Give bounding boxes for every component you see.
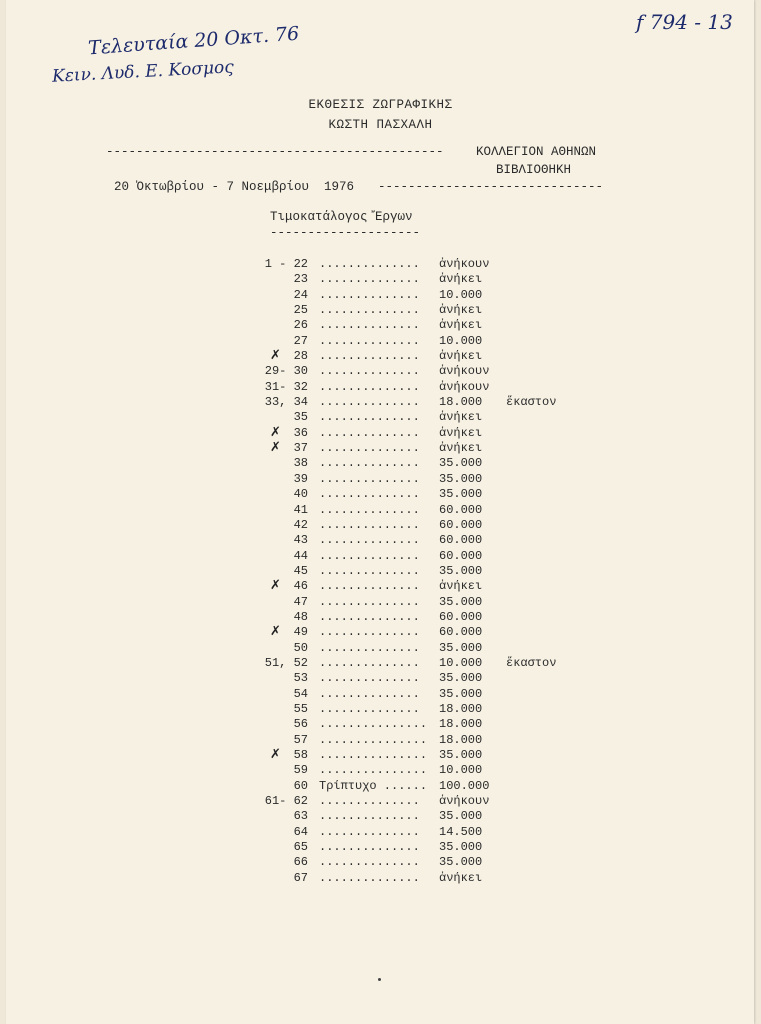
item-price: 35.000 <box>439 563 483 578</box>
leader-dots: .............. <box>319 425 420 440</box>
handwritten-check-mark: ✗ <box>270 747 281 762</box>
item-price: 35.000 <box>439 487 483 502</box>
list-item <box>252 564 612 579</box>
list-item <box>252 595 612 610</box>
leader-dots: .............. <box>319 303 420 318</box>
list-item <box>252 518 612 533</box>
leader-dots: .............. <box>319 655 420 670</box>
list-item <box>252 533 612 548</box>
item-number: 26 <box>293 318 308 333</box>
leader-dots: .............. <box>319 333 420 348</box>
list-item <box>252 410 612 425</box>
item-number: 23 <box>293 272 308 287</box>
item-note: ἕκαστον <box>506 655 557 670</box>
item-number: 47 <box>293 594 308 609</box>
item-price: 35.000 <box>439 640 483 655</box>
item-number: 61- 62 <box>264 794 308 809</box>
leader-dots: .............. <box>319 855 420 870</box>
item-price: 14.500 <box>439 824 483 839</box>
leader-dots: Τρίπτυχο ...... <box>319 778 428 793</box>
list-item <box>252 334 612 349</box>
leader-dots: ............... <box>319 748 428 762</box>
leader-dots: .............. <box>319 364 420 379</box>
item-number: 46 <box>293 579 308 594</box>
item-price: 10.000 <box>439 333 483 348</box>
item-number: 38 <box>293 456 308 471</box>
list-item <box>252 779 612 794</box>
item-price: ἀνήκει <box>439 410 483 425</box>
item-number: 28 <box>293 349 308 364</box>
item-number: 35 <box>293 410 308 425</box>
list-item <box>252 487 612 502</box>
item-price: 18.000 <box>439 717 483 732</box>
item-price: 60.000 <box>439 625 483 640</box>
item-price: 60.000 <box>439 533 483 548</box>
item-number: 65 <box>293 840 308 855</box>
handwritten-check-mark: ✗ <box>270 424 281 440</box>
list-item <box>252 809 612 824</box>
leader-dots: .............. <box>319 563 420 578</box>
item-price: 10.000 <box>439 763 483 778</box>
leader-dots: .............. <box>319 809 420 824</box>
item-number: 63 <box>293 809 308 824</box>
list-item <box>252 733 612 748</box>
leader-dots: .............. <box>319 471 420 486</box>
item-number: 29- 30 <box>264 364 308 379</box>
leader-dots: ............... <box>319 763 428 778</box>
leader-dots: .............. <box>319 318 420 333</box>
item-price: 10.000 <box>439 287 483 302</box>
leader-dots: .............. <box>319 257 420 271</box>
leader-dots: .............. <box>319 870 420 885</box>
item-number: 51, 52 <box>264 655 308 670</box>
handwritten-check-mark: ✗ <box>270 440 281 456</box>
leader-dots: .............. <box>319 579 420 594</box>
list-item <box>252 702 612 717</box>
list-item <box>252 426 612 441</box>
price-list <box>252 257 612 886</box>
item-number: 60 <box>293 778 308 793</box>
list-item <box>252 318 612 333</box>
college-name: ΚΟΛΛΕΓΙΟΝ ΑΘΗΝΩΝ <box>476 145 597 159</box>
list-item <box>252 871 612 886</box>
item-price: 60.000 <box>439 609 483 624</box>
handwritten-check-mark: ✗ <box>270 578 281 594</box>
list-item <box>252 441 612 456</box>
catalog-title-underline: -------------------- <box>270 226 421 240</box>
library-name: ΒΙΒΛΙΟΘΗΚΗ <box>496 163 572 177</box>
list-item <box>252 288 612 303</box>
leader-dots: .............. <box>319 701 420 716</box>
leader-dots: .............. <box>319 349 420 364</box>
item-price: 18.000 <box>439 395 483 410</box>
item-number: 54 <box>293 686 308 701</box>
item-number: 45 <box>293 563 308 578</box>
item-number: 55 <box>293 701 308 716</box>
item-price: 100.000 <box>439 778 490 793</box>
leader-dots: .............. <box>319 640 420 655</box>
leader-dots: .............. <box>319 625 420 640</box>
item-number: 64 <box>293 824 308 839</box>
item-price: ἀνήκει <box>439 579 483 594</box>
leader-dots: .............. <box>319 794 420 809</box>
item-number: 33, 34 <box>264 395 308 410</box>
item-price: ἀνήκουν <box>439 794 490 809</box>
item-note: ἕκαστον <box>506 395 557 410</box>
leader-dots: .............. <box>319 441 420 456</box>
item-price: 35.000 <box>439 671 483 686</box>
handwritten-check-mark: ✗ <box>270 348 281 364</box>
handwritten-note-line1: Τελευταία 20 Οκτ. 76 <box>87 22 300 60</box>
leader-dots: ............... <box>319 732 428 747</box>
list-item <box>252 272 612 287</box>
handwritten-check-mark: ✗ <box>270 624 281 640</box>
item-price: 60.000 <box>439 548 483 563</box>
item-price: 10.000 <box>439 655 483 670</box>
list-item <box>252 472 612 487</box>
leader-dots: .............. <box>319 395 420 410</box>
document-page <box>6 0 754 1024</box>
leader-dots: .............. <box>319 272 420 287</box>
leader-dots: .............. <box>319 410 420 425</box>
item-price: 18.000 <box>439 732 483 747</box>
item-number: 53 <box>293 671 308 686</box>
item-price: 35.000 <box>439 471 483 486</box>
item-number: 44 <box>293 548 308 563</box>
item-number: 59 <box>293 763 308 778</box>
item-number: 25 <box>293 303 308 318</box>
list-item <box>252 840 612 855</box>
exhibition-title: ΕΚΘΕΣΙΣ ΖΩΓΡΑΦΙΚΗΣ <box>308 98 453 112</box>
item-number: 67 <box>293 870 308 885</box>
leader-dots: .............. <box>319 487 420 502</box>
list-item <box>252 671 612 686</box>
item-price: ἀνήκει <box>439 441 483 456</box>
handwritten-reference: f 794 - 13 <box>636 10 733 34</box>
list-item <box>252 794 612 809</box>
list-item <box>252 579 612 594</box>
list-item <box>252 549 612 564</box>
item-price: ἀνήκει <box>439 425 483 440</box>
list-item <box>252 717 612 732</box>
item-number: 40 <box>293 487 308 502</box>
list-item <box>252 257 612 272</box>
leader-dots: .............. <box>319 502 420 517</box>
item-price: ἀνήκει <box>439 318 483 333</box>
item-price: 35.000 <box>439 456 483 471</box>
item-price: ἀνήκει <box>439 870 483 885</box>
exhibition-dates: 20 Ὀκτωβρίου - 7 Νοεμβρίου 1976 <box>114 180 355 194</box>
list-item <box>252 503 612 518</box>
handwritten-note-line2: Κειν. Λυδ. Ε. Κοσμος <box>51 57 235 87</box>
list-item <box>252 641 612 656</box>
item-price: ἀνήκουν <box>439 379 490 394</box>
item-number: 27 <box>293 333 308 348</box>
list-item <box>252 825 612 840</box>
list-item <box>252 748 612 763</box>
list-item <box>252 364 612 379</box>
artist-name: ΚΩΣΤΗ ΠΑΣΧΑΛΗ <box>328 118 433 132</box>
catalog-title: Τιμοκατάλογος Ἔργων <box>270 210 413 224</box>
item-number: 58 <box>293 748 308 762</box>
item-number: 1 - 22 <box>264 257 308 271</box>
list-item <box>252 610 612 625</box>
leader-dots: .............. <box>319 609 420 624</box>
item-number: 66 <box>293 855 308 870</box>
list-item <box>252 349 612 364</box>
leader-dots: .............. <box>319 456 420 471</box>
item-number: 43 <box>293 533 308 548</box>
item-price: 35.000 <box>439 594 483 609</box>
list-item <box>252 687 612 702</box>
page-mark <box>378 978 381 981</box>
item-price: ἀνήκει <box>439 303 483 318</box>
item-price: ἀνήκει <box>439 349 483 364</box>
item-number: 36 <box>293 425 308 440</box>
item-price: ἀνήκουν <box>439 257 490 271</box>
dash-separator-left: --------------------------------------------- <box>106 145 444 159</box>
item-number: 49 <box>293 625 308 640</box>
leader-dots: .............. <box>319 686 420 701</box>
list-item <box>252 456 612 471</box>
leader-dots: ............... <box>319 717 428 732</box>
item-number: 57 <box>293 732 308 747</box>
leader-dots: .............. <box>319 671 420 686</box>
item-price: 18.000 <box>439 701 483 716</box>
item-price: 60.000 <box>439 502 483 517</box>
leader-dots: .............. <box>319 594 420 609</box>
leader-dots: .............. <box>319 824 420 839</box>
item-price: 35.000 <box>439 809 483 824</box>
list-item <box>252 625 612 640</box>
item-number: 50 <box>293 640 308 655</box>
item-price: 35.000 <box>439 686 483 701</box>
leader-dots: .............. <box>319 548 420 563</box>
list-item <box>252 656 612 671</box>
item-price: 35.000 <box>439 840 483 855</box>
item-number: 24 <box>293 287 308 302</box>
item-price: 35.000 <box>439 855 483 870</box>
leader-dots: .............. <box>319 379 420 394</box>
item-price: ἀνήκει <box>439 272 483 287</box>
leader-dots: .............. <box>319 517 420 532</box>
item-number: 48 <box>293 609 308 624</box>
item-number: 37 <box>293 441 308 456</box>
item-number: 56 <box>293 717 308 732</box>
item-number: 39 <box>293 471 308 486</box>
item-price: 60.000 <box>439 517 483 532</box>
item-price: ἀνήκουν <box>439 364 490 379</box>
list-item <box>252 380 612 395</box>
list-item <box>252 303 612 318</box>
leader-dots: .............. <box>319 287 420 302</box>
list-item <box>252 763 612 778</box>
item-number: 31- 32 <box>264 379 308 394</box>
dash-separator-right: ------------------------------ <box>378 180 604 194</box>
item-number: 42 <box>293 517 308 532</box>
item-price: 35.000 <box>439 748 483 762</box>
list-item <box>252 855 612 870</box>
item-number: 41 <box>293 502 308 517</box>
leader-dots: .............. <box>319 840 420 855</box>
list-item <box>252 395 612 410</box>
leader-dots: .............. <box>319 533 420 548</box>
